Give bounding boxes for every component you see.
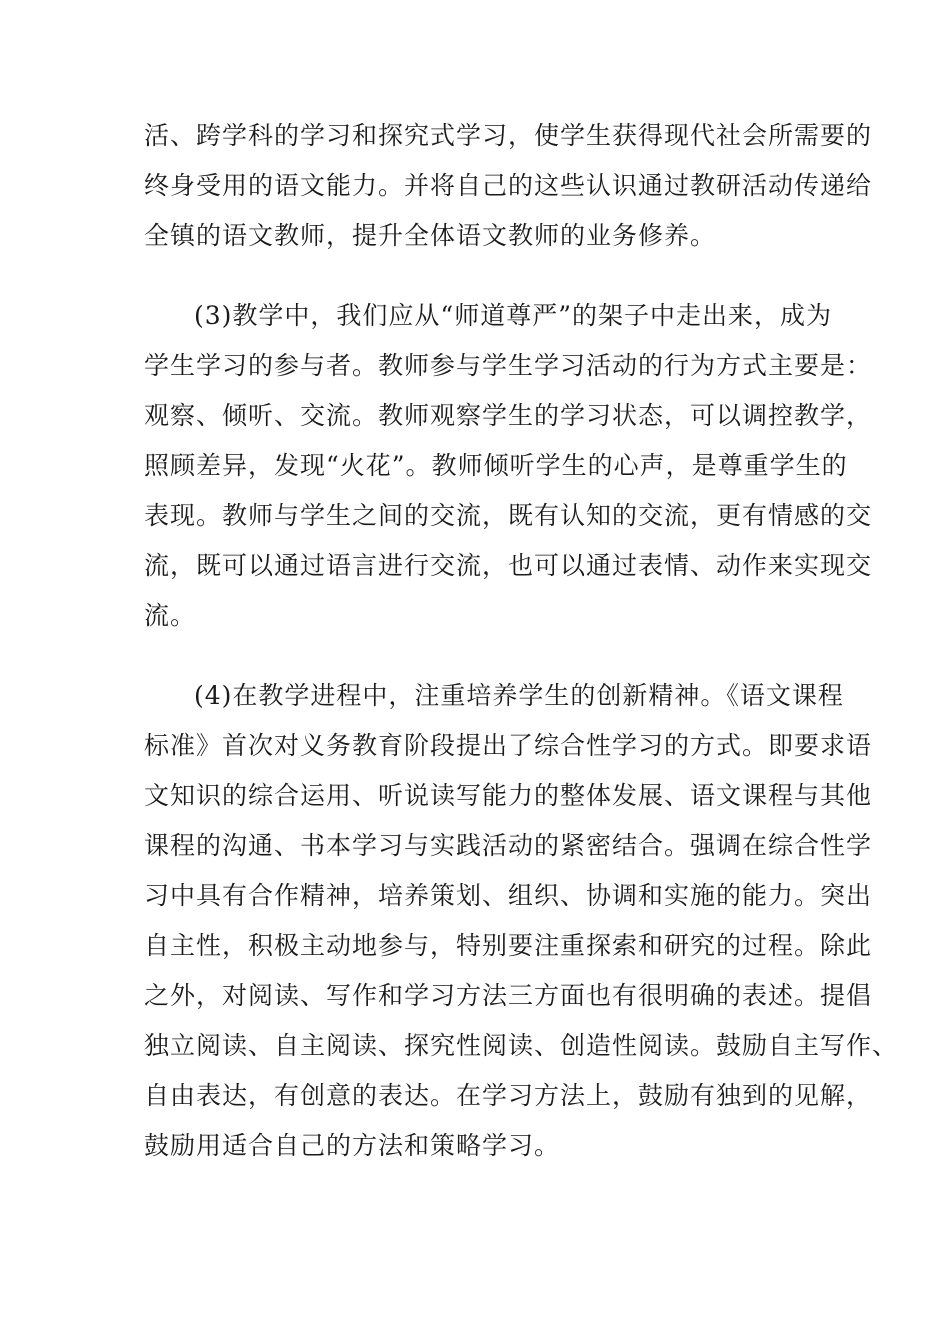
text-line: 标准》首次对义务教育阶段提出了综合性学习的方式。即要求语 [144,731,873,760]
paragraph-2 [144,291,873,641]
text-line: 之外，对阅读、写作和学习方法三方面也有很明确的表述。提倡 [144,981,873,1010]
text-line: 自主性，积极主动地参与，特别要注重探索和研究的过程。除此 [144,931,873,960]
text-line: 文知识的综合运用、听说读写能力的整体发展、语文课程与其他 [144,781,873,810]
text-line: 表现。教师与学生之间的交流，既有认知的交流，更有情感的交 [144,501,873,530]
text-line: 照顾差异，发现“火花”。教师倾听学生的心声，是尊重学生的 [144,451,848,480]
text-line: 流，既可以通过语言进行交流，也可以通过表情、动作来实现交 [144,551,873,580]
text-line: 流。 [144,601,197,630]
text-line: 全镇的语文教师，提升全体语文教师的业务修养。 [144,221,717,250]
paragraph-1 [144,111,873,261]
text-line: 学生学习的参与者。教师参与学生学习活动的行为方式主要是： [144,351,873,380]
text-line: 自由表达，有创意的表达。在学习方法上，鼓励有独到的见解， [144,1081,873,1110]
text-line: 鼓励用适合自己的方法和策略学习。 [144,1131,561,1160]
text-line: (4)在教学进程中，注重培养学生的创新精神。《语文课程 [194,681,844,710]
text-line: 观察、倾听、交流。教师观察学生的学习状态，可以调控教学， [144,401,873,430]
document-body [144,111,899,1171]
text-line: 独立阅读、自主阅读、探究性阅读、创造性阅读。鼓励自主写作、 [144,1031,899,1060]
text-line: (3)教学中，我们应从“师道尊严”的架子中走出来，成为 [194,301,832,330]
text-line: 终身受用的语文能力。并将自己的这些认识通过教研活动传递给 [144,171,873,200]
text-line: 习中具有合作精神，培养策划、组织、协调和实施的能力。突出 [144,881,873,910]
text-line: 课程的沟通、书本学习与实践活动的紧密结合。强调在综合性学 [144,831,873,860]
text-line: 活、跨学科的学习和探究式学习，使学生获得现代社会所需要的 [144,121,873,150]
paragraph-3 [144,671,899,1171]
